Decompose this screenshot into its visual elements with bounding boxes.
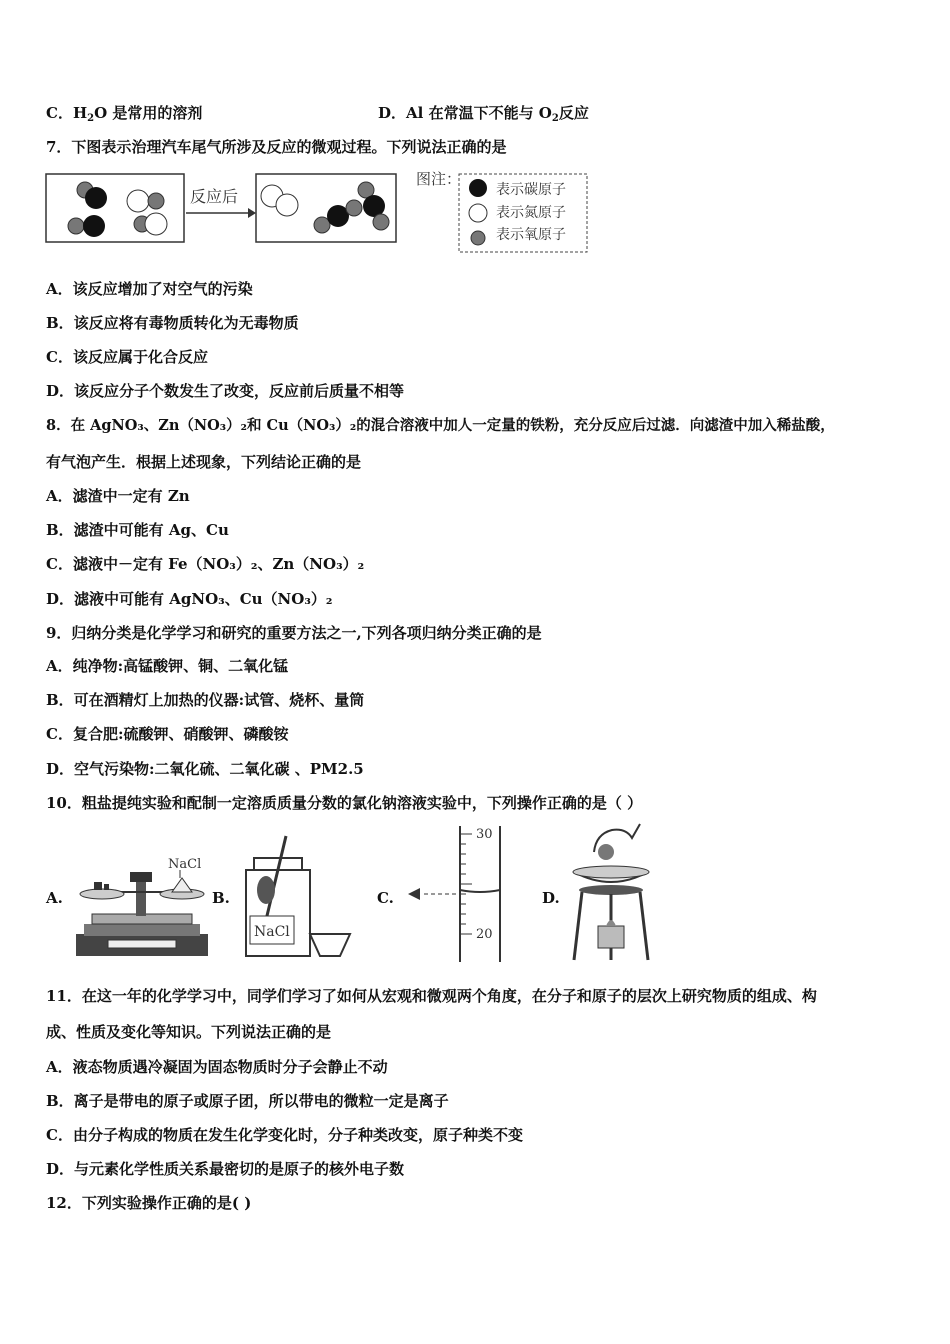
q7-option-d: D．该反应分子个数发生了改变，反应前后质量不相等 xyxy=(46,382,405,400)
oxygen-atom xyxy=(346,200,362,216)
oxygen-atom xyxy=(148,193,164,209)
q11-option-d: D．与元素化学性质关系最密切的是原子的核外电子数 xyxy=(46,1160,405,1178)
q7-reaction-diagram xyxy=(44,168,594,258)
q8-option-d: D．滤液中可能有 AgNO₃、Cu（NO₃）₂ xyxy=(46,590,333,608)
q9-stem: 9．归纳分类是化学学习和研究的重要方法之一,下列各项归纳分类正确的是 xyxy=(46,624,542,642)
arrow-head-icon xyxy=(248,208,256,218)
eye-icon xyxy=(408,888,420,900)
q9-option-b: B．可在酒精灯上加热的仪器:试管、烧杯、量筒 xyxy=(46,691,365,709)
q8-stem-line2: 有气泡产生．根据上述现象，下列结论正确的是 xyxy=(46,453,362,471)
q6-option-d: D．Al 在常温下不能与 $O_2$反应 xyxy=(378,104,589,124)
cylinder-mark-20: 20 xyxy=(476,927,493,942)
q10-label-b: B. xyxy=(212,889,230,907)
q10-label-a: A. xyxy=(46,889,63,907)
graduated-cylinder-figure xyxy=(400,824,510,964)
nitrogen-atom xyxy=(276,194,298,216)
q11-option-a: A．液态物质遇冷凝固为固态物质时分子会静止不动 xyxy=(46,1058,388,1076)
arrow-label: 反应后 xyxy=(190,187,239,206)
q10-stem: 10．粗盐提纯实验和配制一定溶质质量分数的氯化钠溶液实验中，下列操作正确的是（ ） xyxy=(46,794,643,812)
q11-stem-line2: 成、性质及变化等知识。下列说法正确的是 xyxy=(46,1023,332,1041)
q7-option-c: C．该反应属于化合反应 xyxy=(46,348,208,366)
nacl-label-a: NaCl xyxy=(168,857,202,872)
evaporation-figure xyxy=(566,822,656,964)
nitrogen-atom xyxy=(127,190,149,212)
nitrogen-legend-icon xyxy=(469,204,487,222)
q10-label-c: C. xyxy=(377,889,394,907)
q6-option-c: C．$H_2O$ 是常用的溶剂 xyxy=(46,104,203,124)
nacl-label-b: NaCl xyxy=(254,924,290,940)
q11-stem-line1: 11．在这一年的化学学习中，同学们学习了如何从宏观和微观两个角度，在分子和原子的层次上研究物质的组成、构 xyxy=(46,987,817,1005)
q8-option-c: C．滤液中－定有 Fe（NO₃）₂、Zn（NO₃）₂ xyxy=(46,555,365,573)
q9-option-a: A．纯净物:高锰酸钾、铜、二氧化锰 xyxy=(46,657,289,675)
oxygen-atom xyxy=(373,214,389,230)
q7-option-a: A．该反应增加了对空气的污染 xyxy=(46,280,253,298)
carbon-atom xyxy=(83,215,105,237)
carbon-legend-icon xyxy=(469,179,487,197)
carbon-atom xyxy=(85,187,107,209)
q10-label-d: D. xyxy=(542,889,560,907)
oxygen-atom xyxy=(68,218,84,234)
q8-option-b: B．滤渣中可能有 Ag、Cu xyxy=(46,521,229,539)
reagent-bottle-figure xyxy=(236,830,356,960)
q8-option-a: A．滤渣中一定有 Zn xyxy=(46,487,190,505)
nitrogen-atom xyxy=(145,213,167,235)
q8-stem-line1: 8．在 AgNO₃、Zn（NO₃）₂和 Cu（NO₃）₂的混合溶液中加人一定量的铁粉，充分反应后过滤．向滤渣中加入稀盐酸， xyxy=(46,417,835,434)
legend-carbon: 表示碳原子 xyxy=(496,182,566,198)
oxygen-legend-icon xyxy=(471,231,485,245)
q7-stem: 7．下图表示治理汽车尾气所涉及反应的微观过程。下列说法正确的是 xyxy=(46,138,507,156)
q11-option-c: C．由分子构成的物质在发生化学变化时，分子种类改变，原子种类不变 xyxy=(46,1126,523,1144)
cylinder-mark-30: 30 xyxy=(476,827,493,842)
q12-stem: 12．下列实验操作正确的是( ) xyxy=(46,1194,252,1212)
legend-nitrogen: 表示氮原子 xyxy=(496,205,566,221)
q11-option-b: B．离子是带电的原子或原子团，所以带电的微粒一定是离子 xyxy=(46,1092,449,1110)
q9-option-d: D．空气污染物:二氧化硫、二氧化碳 、PM2.5 xyxy=(46,760,364,778)
balance-scale-figure xyxy=(72,852,212,960)
legend-oxygen: 表示氧原子 xyxy=(496,227,566,243)
q7-option-b: B．该反应将有毒物质转化为无毒物质 xyxy=(46,314,299,332)
legend-title: 图注： xyxy=(416,170,462,188)
q9-option-c: C．复合肥:硫酸钾、硝酸钾、磷酸铵 xyxy=(46,725,289,743)
